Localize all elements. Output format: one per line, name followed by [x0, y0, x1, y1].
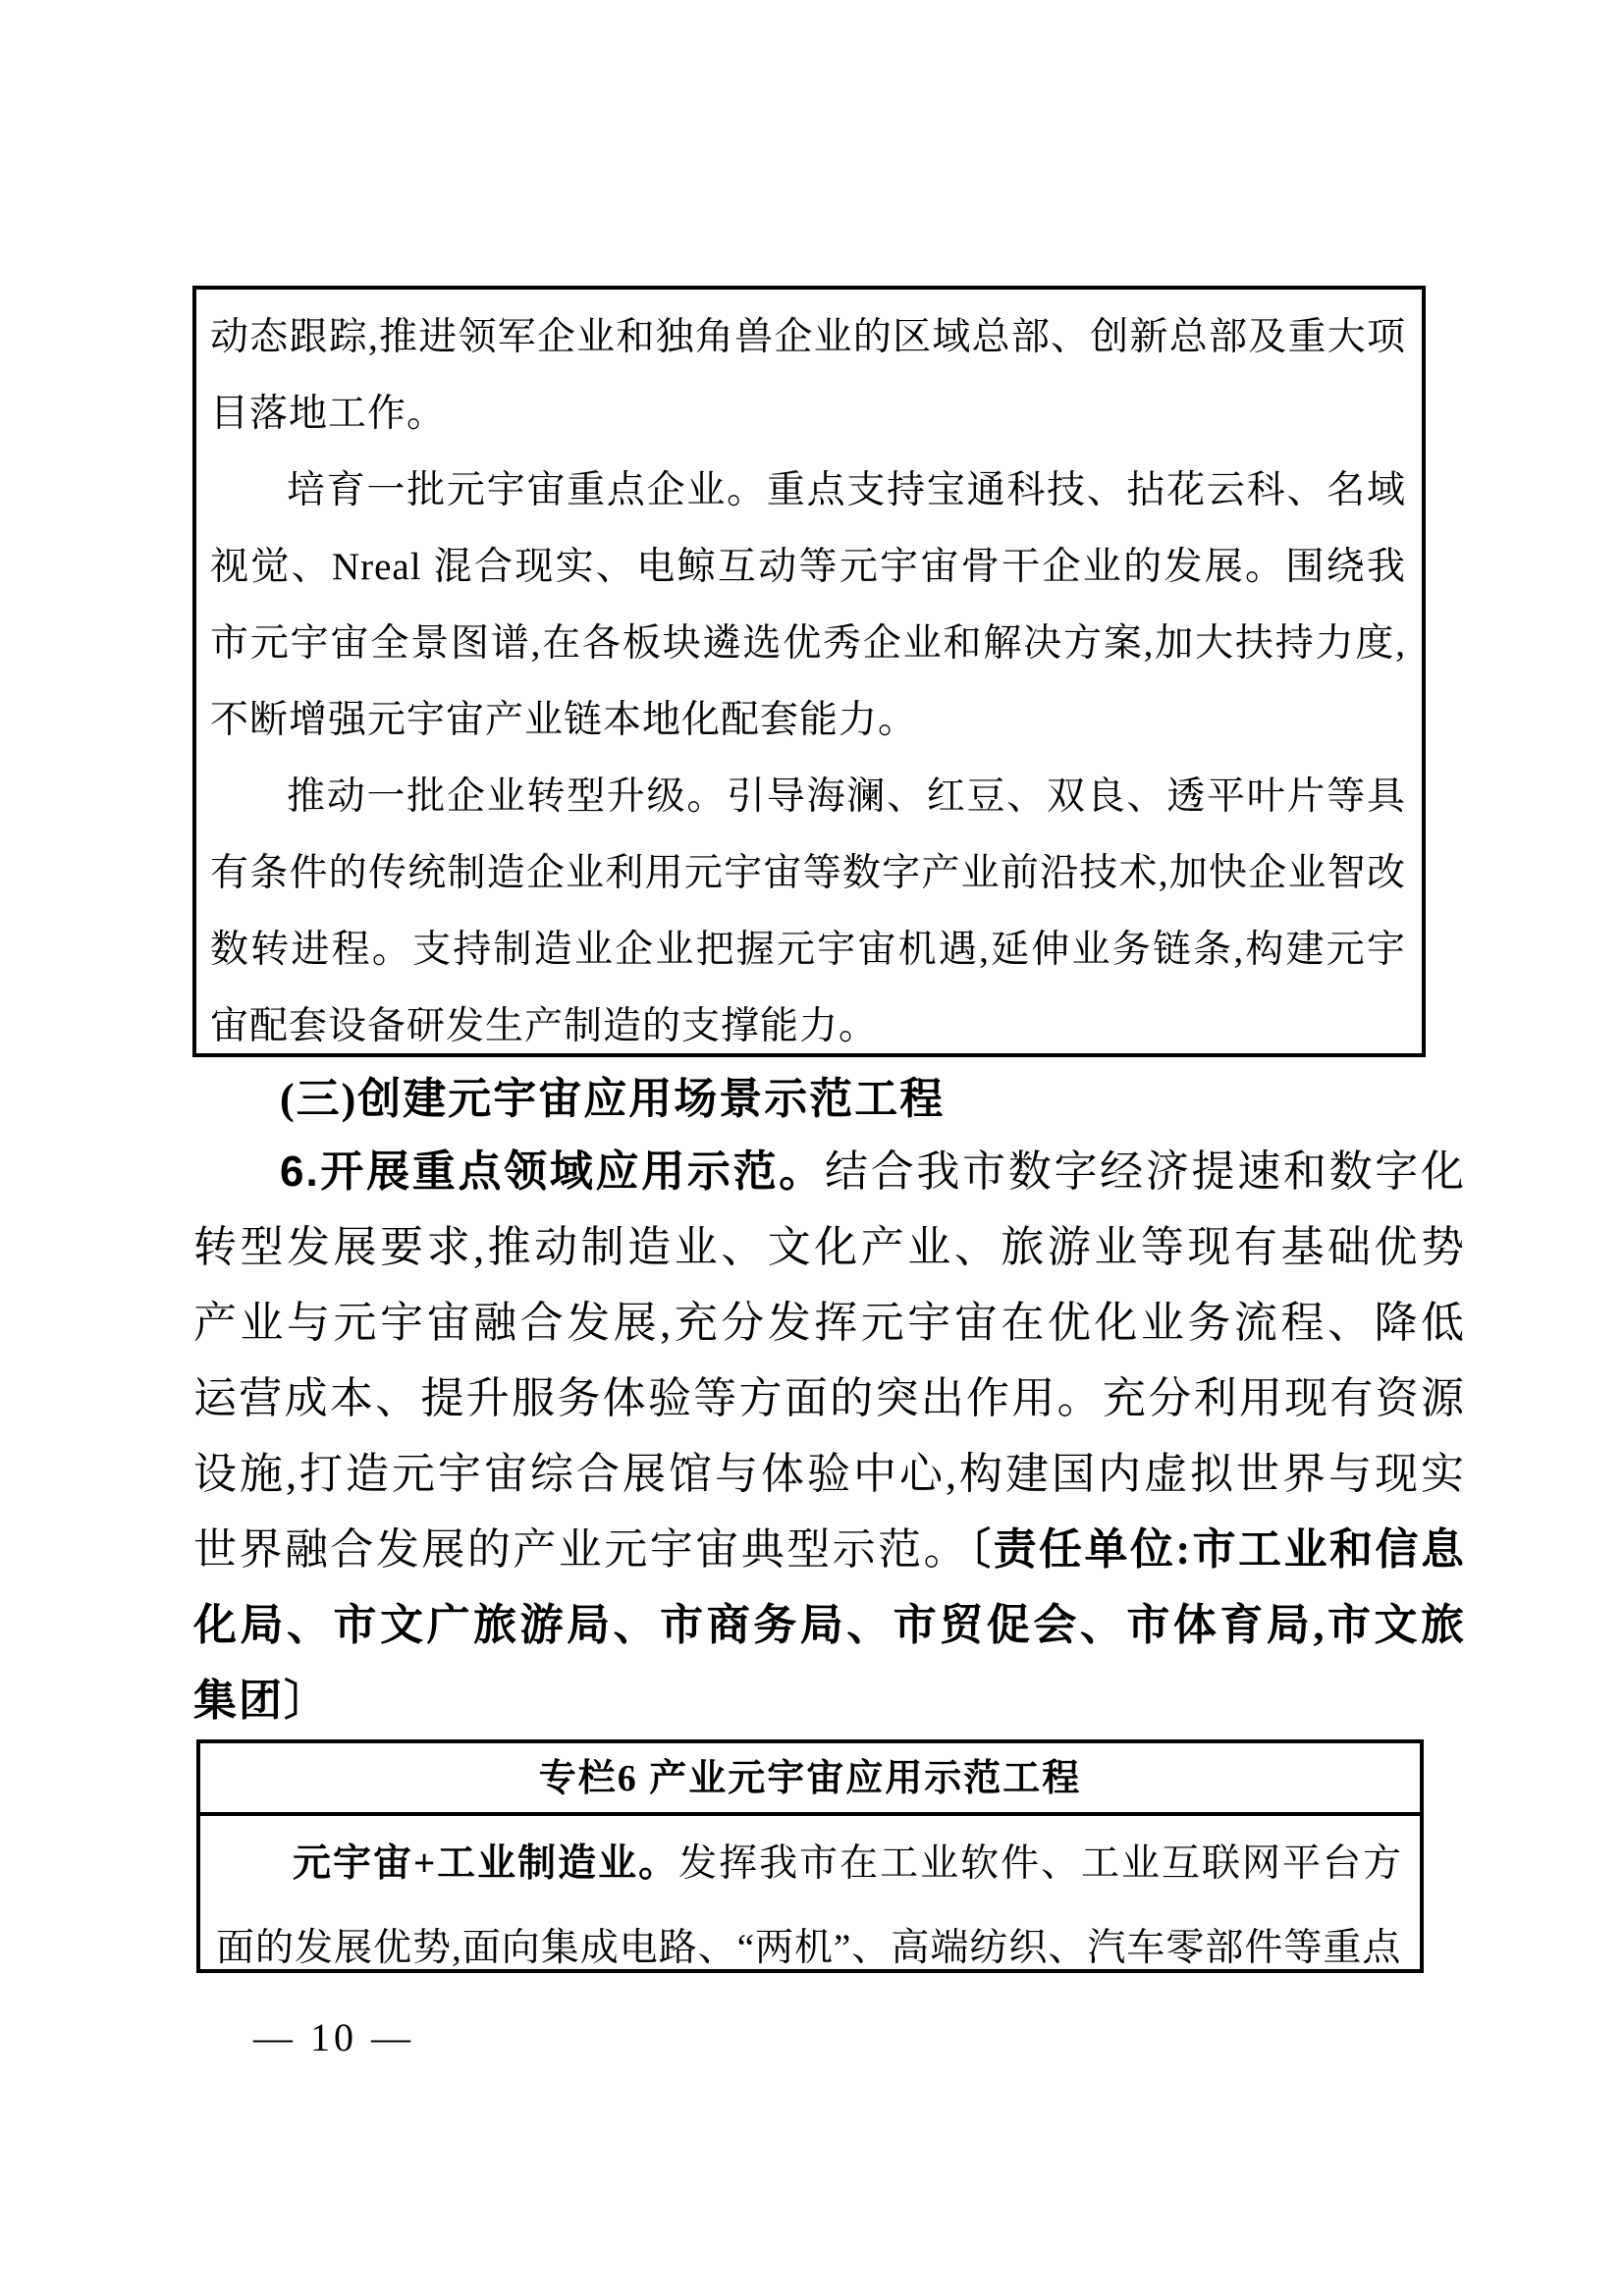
- paragraph-lead: 推动一批企业转型升级。: [287, 775, 728, 818]
- column6-paragraph-text: 发挥我市在工业软件、工业互联网平台方面的发展优势,面向集成电路、“两机”、高端纺织、汽车零部件等重点: [216, 1842, 1402, 1969]
- column6-paragraph-lead: 元宇宙+工业制造业。: [293, 1842, 679, 1885]
- column6-table: [196, 1739, 1424, 1973]
- column6-body: [200, 1816, 1420, 1973]
- paragraph-lead: 培育一批元宇宙重点企业。: [287, 469, 767, 511]
- item6-paragraph: [193, 1134, 1466, 1738]
- paragraph-continued: [210, 299, 1406, 453]
- column6-paragraph: [216, 1822, 1402, 1973]
- item6-lead: 6.开展重点领域应用示范。: [280, 1148, 825, 1196]
- paragraph-text: 引导海澜、红豆、双良、透平叶片等具有条件的传统制造企业利用元宇宙等数字产业前沿技术,加快企业智改数转进程。支持制造业企业把握元宇宙机遇,延伸业务链条,构建元宇宙配套设备研发生产制造的支撑能力。: [210, 775, 1406, 1047]
- paragraph-text: 动态跟踪,推进领军企业和独角兽企业的区域总部、创新总部及重大项目落地工作。: [210, 316, 1406, 435]
- item6-text: 结合我市数字经济提速和数字化转型发展要求,推动制造业、文化产业、旅游业等现有基础优势产业与元宇宙融合发展,充分发挥元宇宙在优化业务流程、降低运营成本、提升服务体验等方面的突出作用。充分利用现有资源设施,打造元宇宙综合展馆与体验中心,构建国内虚拟世界与现实世界融合发展的产业元宇宙典型示范。: [193, 1148, 1466, 1574]
- column6-title: 专栏6 产业元宇宙应用示范工程: [200, 1743, 1420, 1816]
- policy-text-box: [192, 286, 1426, 1057]
- paragraph-transform: [210, 759, 1406, 1057]
- responsibility-units: 〔责任单位:市工业和信息化局、市文广旅游局、市商务局、市贸促会、市体育局,市文旅集团〕: [193, 1525, 1467, 1725]
- paragraph-text: 重点支持宝通科技、拈花云科、名域视觉、Nreal 混合现实、电鲸互动等元宇宙骨干企业的发展。围绕我市元宇宙全景图谱,在各板块遴选优秀企业和解决方案,加大扶持力度,不断增强元宇宙产业链本地化配套能力。: [210, 469, 1406, 741]
- page-number: — 10 —: [253, 2015, 414, 2059]
- paragraph-cultivate: [210, 453, 1406, 759]
- section-heading: (三)创建元宇宙应用场景示范工程: [280, 1075, 946, 1123]
